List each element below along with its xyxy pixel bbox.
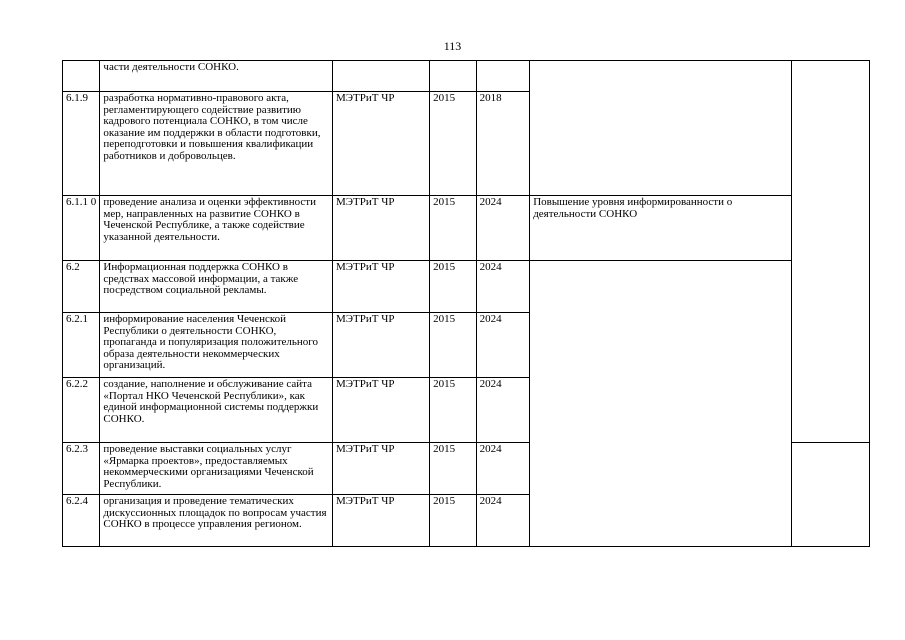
item-result (530, 61, 792, 196)
item-number: 6.2.4 (63, 495, 100, 547)
item-executor: МЭТРиТ ЧР (333, 261, 430, 313)
item-number: 6.2 (63, 261, 100, 313)
table-row (63, 61, 870, 92)
item-executor (333, 61, 430, 92)
item-start-year: 2015 (430, 378, 477, 443)
item-end-year: 2024 (476, 443, 530, 495)
item-note (792, 443, 870, 547)
page-number: 113 (443, 39, 462, 53)
item-start-year (430, 61, 477, 92)
item-number: 6.1.9 (63, 92, 100, 196)
item-description: информирование населения Чеченской Республики о деятельности СОНКО, пропаганда и популяризация положительного образа деятельности некоммерческих организаций. (100, 313, 333, 378)
item-description: разработка нормативно-правового акта, регламентирующего содействие развитию кадрового потенциала СОНКО, в том числе оказание им поддержки в области подготовки, переподготовки и повышения квалификации работников и добровольцев. (100, 92, 333, 196)
item-start-year: 2015 (430, 313, 477, 378)
item-start-year: 2015 (430, 261, 477, 313)
item-description: проведение выставки социальных услуг «Ярмарка проектов», предоставляемых некоммерческими организациями Чеченской Республики. (100, 443, 333, 495)
item-note (792, 61, 870, 443)
item-end-year: 2024 (476, 196, 530, 261)
item-number: 6.2.3 (63, 443, 100, 495)
item-number: 6.1.1 0 (63, 196, 100, 261)
item-description: части деятельности СОНКО. (100, 61, 333, 92)
item-result: Повышение уровня информированности о деятельности СОНКО (530, 196, 792, 261)
item-start-year: 2015 (430, 495, 477, 547)
item-number: 6.2.2 (63, 378, 100, 443)
item-description: Информационная поддержка СОНКО в средствах массовой информации, а также посредством социальной рекламы. (100, 261, 333, 313)
item-end-year: 2024 (476, 313, 530, 378)
item-number: 6.2.1 (63, 313, 100, 378)
table-row (63, 261, 870, 313)
item-executor: МЭТРиТ ЧР (333, 313, 430, 378)
item-end-year: 2024 (476, 261, 530, 313)
item-description: проведение анализа и оценки эффективности мер, направленных на развитие СОНКО в Чеченской Республике, а также содействие указанной деятельности. (100, 196, 333, 261)
program-activities-table (62, 60, 870, 547)
item-description: организация и проведение тематических дискуссионных площадок по вопросам участия СОНКО в процессе управления регионом. (100, 495, 333, 547)
item-end-year: 2024 (476, 378, 530, 443)
item-number (63, 61, 100, 92)
item-end-year: 2018 (476, 92, 530, 196)
item-executor: МЭТРиТ ЧР (333, 92, 430, 196)
item-start-year: 2015 (430, 443, 477, 495)
item-executor: МЭТРиТ ЧР (333, 495, 430, 547)
table-row (63, 196, 870, 261)
item-start-year: 2015 (430, 92, 477, 196)
item-executor: МЭТРиТ ЧР (333, 378, 430, 443)
item-result (530, 261, 792, 547)
item-description: создание, наполнение и обслуживание сайта «Портал НКО Чеченской Республики», как единой информационной системы поддержки СОНКО. (100, 378, 333, 443)
item-executor: МЭТРиТ ЧР (333, 196, 430, 261)
item-end-year (476, 61, 530, 92)
item-start-year: 2015 (430, 196, 477, 261)
item-end-year: 2024 (476, 495, 530, 547)
item-executor: МЭТРиТ ЧР (333, 443, 430, 495)
